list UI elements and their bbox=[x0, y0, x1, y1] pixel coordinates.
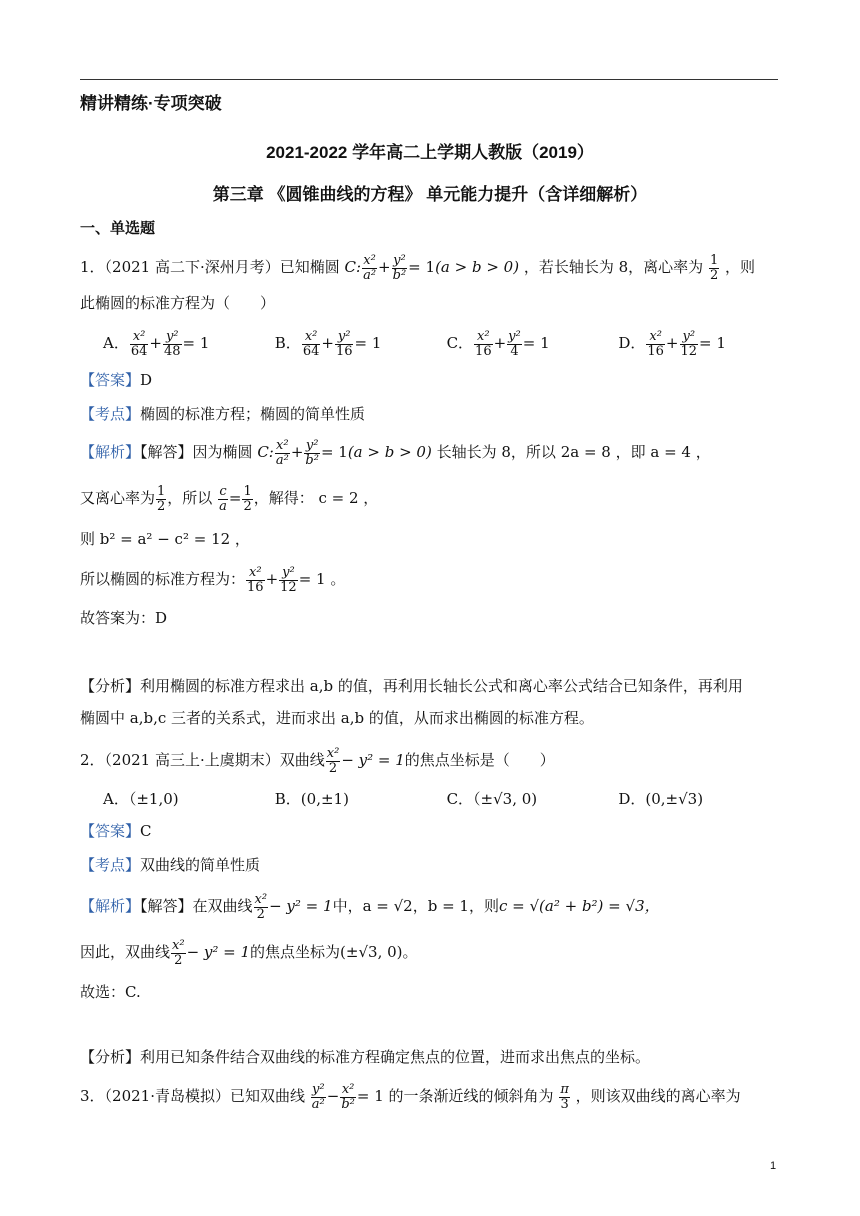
q2-stem: 2．（2021 高三上·上虞期末）双曲线 $\frac{\text{x²}}{2}$ − y² = 1的焦点坐标是（ ） bbox=[80, 745, 555, 776]
q1-option-b[interactable]: B． $\frac{\text{x²}}{64}$ + $\frac{\text{y²}}{16}$ = 1 bbox=[274, 328, 382, 359]
q1-option-d[interactable]: D． $\frac{\text{x²}}{16}$ + $\frac{\text{y²}}{12}$ = 1 bbox=[618, 328, 726, 359]
q2-option-b[interactable]: B．(0,±1) bbox=[274, 790, 349, 808]
q2-option-d[interactable]: D．(0,±√3) bbox=[618, 790, 704, 808]
title-line-2: 第三章 《圆锥曲线的方程》 单元能力提升（含详细解析） bbox=[212, 185, 648, 204]
q1-solution-line1: 【解析】【解答】因为椭圆 C: $\frac{\text{x²}}{\text{a²}}$ + $\frac{\text{y²}}{\text{b²}}$ = 1(a > b > 0) 长轴长为 8，所以 2a = 8 ，即 a = 4 ， bbox=[80, 437, 711, 468]
header-rule bbox=[80, 79, 778, 80]
q1-knowledge-point: 【考点】椭圆的标准方程；椭圆的简单性质 bbox=[80, 405, 366, 423]
q1-options bbox=[103, 328, 803, 359]
q1-answer: 【答案】D bbox=[80, 371, 153, 389]
q2-options bbox=[103, 788, 803, 810]
q1-solution-line5: 故答案为：D bbox=[80, 609, 168, 627]
q1-stem-line2: 此椭圆的标准方程为（ ） bbox=[80, 294, 276, 312]
brand-heading: 精讲精练·专项突破 bbox=[80, 94, 222, 113]
q2-analysis: 【分析】利用已知条件结合双曲线的标准方程确定焦点的位置，进而求出焦点的坐标。 bbox=[80, 1048, 651, 1066]
q2-option-a[interactable]: A．（±1,0) bbox=[103, 790, 179, 808]
page-number: 1 bbox=[770, 1160, 777, 1172]
q2-knowledge-point: 【考点】双曲线的简单性质 bbox=[80, 856, 261, 874]
q2-solution-line3: 故选：C. bbox=[80, 983, 141, 1001]
q2-answer: 【答案】C bbox=[80, 822, 152, 840]
section-heading: 一、单选题 bbox=[80, 220, 156, 237]
q3-stem: 3．（2021·青岛模拟）已知双曲线 $\frac{\text{y²}}{\text{a²}}$ − $\frac{\text{x²}}{\text{b²}}$ = 1 的一条渐近线的倾斜角为 $\frac{\pi}{3}$ ，则该双曲线的离心率为 bbox=[80, 1081, 741, 1112]
q1-ellipse-equation: C: $\frac{\text{x²}}{\text{a²}}$ + $\frac{\text{y²}}{\text{b²}}$ = 1(a > b > 0) bbox=[344, 252, 520, 283]
q1-analysis-line2: 椭圆中 a,b,c 三者的关系式，进而求出 a,b 的值，从而求出椭圆的标准方程。 bbox=[80, 709, 594, 727]
q1-stem: 1．（2021 高二下·深州月考）已知椭圆 C: $\frac{\text{x²}}{\text{a²}}$ + $\frac{\text{y²}}{\text{b²}}$ = 1(a > b > 0) ，若长轴长为 8，离心率为 $\frac{1}{2}$ ，则 bbox=[80, 252, 756, 283]
q1-solution-line3: 则 b² = a² − c² = 12 ， bbox=[80, 530, 250, 548]
q2-option-c[interactable]: C．（±√3, 0) bbox=[446, 790, 538, 808]
q1-option-c[interactable]: C． $\frac{\text{x²}}{16}$ + $\frac{\text{y²}}{4}$ = 1 bbox=[446, 328, 550, 359]
q1-solution-line2: 又离心率为 $\frac{1}{2}$ ，所以 $\frac{c}{a}$ = $\frac{1}{2}$ ，解得： c = 2 ， bbox=[80, 483, 379, 514]
q1-analysis-line1: 【分析】利用椭圆的标准方程求出 a,b 的值，再利用长轴长公式和离心率公式结合已知条件，再利用 bbox=[80, 677, 743, 695]
q2-solution-line1: 【解析】【解答】在双曲线 $\frac{\text{x²}}{2}$ − y² = 1中，a = √2，b = 1，则c = √(a² + b²) = √3， bbox=[80, 891, 660, 922]
title-line-1: 2021-2022 学年高二上学期人教版（2019） bbox=[266, 143, 594, 162]
q2-solution-line2: 因此，双曲线 $\frac{\text{x²}}{2}$ − y² = 1的焦点坐标为(±√3, 0)。 bbox=[80, 937, 418, 968]
q1-option-a[interactable]: A． $\frac{\text{x²}}{64}$ + $\frac{\text{y²}}{48}$ = 1 bbox=[103, 328, 210, 359]
q1-solution-line4: 所以椭圆的标准方程为： $\frac{\text{x²}}{16}$ + $\frac{\text{y²}}{12}$ = 1 。 bbox=[80, 564, 346, 595]
